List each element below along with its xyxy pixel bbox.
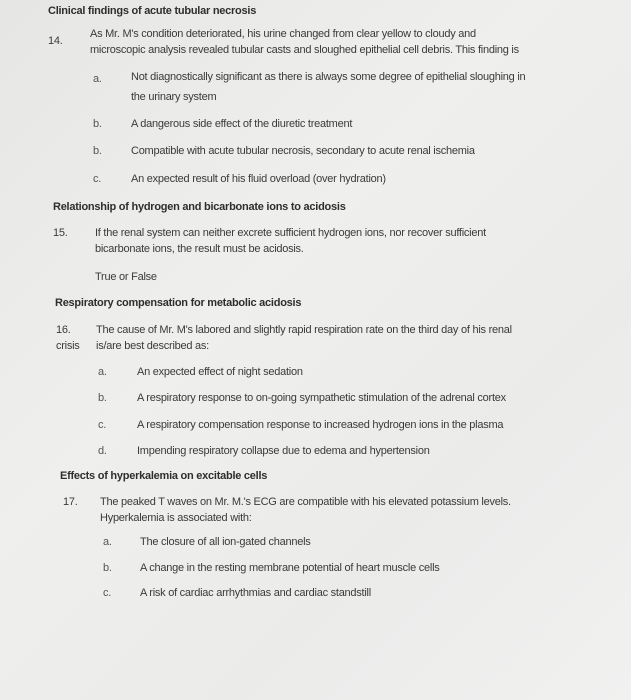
section-heading: Clinical findings of acute tubular necrosis — [48, 5, 257, 17]
option-text: A change in the resting membrane potential of heart muscle cells — [140, 562, 440, 574]
option-label: b. — [93, 145, 102, 157]
option-text: The closure of all ion-gated channels — [140, 536, 311, 548]
option-label: a. — [98, 366, 107, 378]
question-text: bicarbonate ions, the result must be acidosis. — [95, 243, 304, 255]
section-heading: Relationship of hydrogen and bicarbonate ions to acidosis — [53, 201, 346, 213]
option-text: the urinary system — [131, 91, 217, 103]
question-number: 16. — [56, 324, 71, 336]
option-label: b. — [98, 392, 107, 404]
option-label: b. — [103, 562, 112, 574]
option-text: Compatible with acute tubular necrosis, secondary to acute renal ischemia — [131, 145, 475, 157]
option-text: A risk of cardiac arrhythmias and cardiac standstill — [140, 587, 371, 599]
question-number-suffix: crisis — [56, 340, 80, 352]
question-text: The peaked T waves on Mr. M.'s ECG are compatible with his elevated potassium levels. — [100, 496, 511, 508]
question-text: If the renal system can neither excrete sufficient hydrogen ions, nor recover sufficient — [95, 227, 486, 239]
option-text: A dangerous side effect of the diuretic treatment — [131, 118, 353, 130]
option-text: A respiratory compensation response to increased hydrogen ions in the plasma — [137, 419, 504, 431]
question-text: is/are best described as: — [96, 340, 209, 352]
option-text: An expected effect of night sedation — [137, 366, 303, 378]
question-number: 14. — [48, 35, 63, 47]
option-label: b. — [93, 118, 102, 130]
answer-format: True or False — [95, 271, 157, 283]
question-number: 15. — [53, 227, 68, 239]
option-label: d. — [98, 445, 107, 457]
option-label: a. — [93, 73, 102, 85]
section-heading: Effects of hyperkalemia on excitable cells — [60, 470, 268, 482]
option-text: Impending respiratory collapse due to edema and hypertension — [137, 445, 430, 457]
option-text: An expected result of his fluid overload (over hydration) — [131, 173, 386, 185]
section-heading: Respiratory compensation for metabolic acidosis — [55, 297, 302, 309]
option-text: A respiratory response to on-going sympathetic stimulation of the adrenal cortex — [137, 392, 506, 404]
question-number: 17. — [63, 496, 78, 508]
question-text: Hyperkalemia is associated with: — [100, 512, 252, 524]
option-text: Not diagnostically significant as there is always some degree of epithelial sloughing in — [131, 71, 526, 83]
option-label: c. — [93, 173, 102, 185]
option-label: c. — [103, 587, 112, 599]
option-label: a. — [103, 536, 112, 548]
question-text: The cause of Mr. M's labored and slightly rapid respiration rate on the third day of his renal — [96, 324, 512, 336]
option-label: c. — [98, 419, 107, 431]
question-text: microscopic analysis revealed tubular casts and sloughed epithelial cell debris. This finding is — [90, 44, 519, 56]
question-text: As Mr. M's condition deteriorated, his urine changed from clear yellow to cloudy and — [90, 28, 476, 40]
